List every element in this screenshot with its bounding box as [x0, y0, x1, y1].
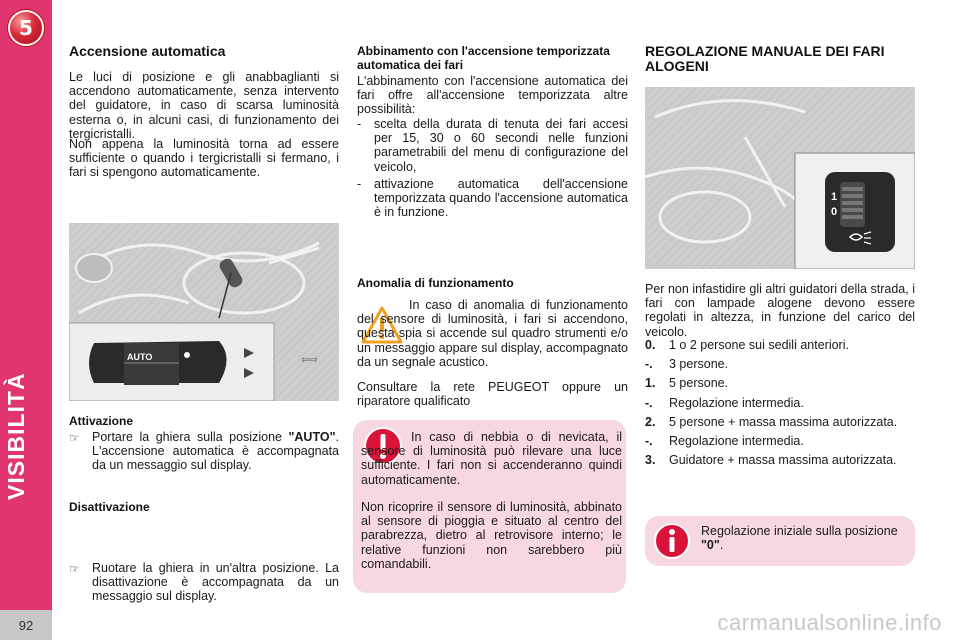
knob-label-1: 1 — [831, 191, 838, 203]
fog-warning-text: In caso di nebbia o di nevicata, il sensore di luminosità può rilevare una luce sufficiente. I fari non si accenderanno quindi automaticamente. — [361, 430, 622, 487]
follow-me-home-list — [357, 117, 628, 219]
automatic-lighting-para2: Non appena la luminosità torna ad essere sufficiente o quando i tergicristalli si fermano, i fari si spengono automaticamente. — [69, 137, 339, 180]
headlamp-adjustment-intro: Per non infastidire gli altri guidatori della strada, i fari con lampade alogene devono essere regolati in altezza, in funzione del carico del veicolo. — [645, 282, 915, 339]
list-item: 0. 1 o 2 persone sui sedili anteriori. — [645, 338, 849, 352]
pointing-hand-icon: ☞ — [69, 561, 80, 576]
follow-me-home-intro: L'abbinamento con l'accensione automatica dei fari offre all'accensione temporizzata altre possibilità: — [357, 74, 628, 117]
dashboard-illustration — [645, 87, 915, 269]
list-item: - attivazione automatica dell'accensione temporizzata quando l'accensione automatica è in funzione. — [357, 176, 628, 220]
list-item: 1. 5 persone. — [645, 376, 729, 391]
list-item: -. Regolazione intermedia. — [645, 434, 804, 449]
auto-position-label: AUTO — [127, 352, 153, 362]
stalk-figure — [69, 223, 339, 401]
activation-instruction: ☞ Portare la ghiera sulla posizione "AUTO". L'accensione automatica è accompagnata da un messaggio sul display. — [69, 430, 339, 473]
list-item: -. 3 persone. — [645, 357, 729, 372]
load-positions-list — [645, 338, 915, 469]
follow-me-home-title: Abbinamento con l'accensione temporizzata automatica dei fari — [357, 44, 610, 72]
automatic-lighting-para1: Le luci di posizione e gli anabbaglianti si accendono automaticamente, senza intervento del guidatore, in caso di scarsa luminosità esterna o, in alcuni casi, di funzionamento dei tergicristalli. — [69, 70, 339, 141]
headlamp-adjustment-title: REGOLAZIONE MANUALE DEI FARI ALOGENI — [645, 43, 885, 74]
column-automatic-lighting — [69, 0, 339, 604]
list-item: 3. Guidatore + massa massima autorizzata. — [645, 453, 897, 468]
steering-wheel-illustration — [69, 223, 339, 401]
section-title-vertical: VISIBILITÀ — [3, 372, 29, 500]
initial-setting-text: Regolazione iniziale sulla posizione "0". — [701, 524, 898, 553]
deactivation-instruction: ☞ Ruotare la ghiera in un'altra posizione. La disattivazione è accompagnata da un messaggio sul display. — [69, 560, 339, 604]
list-item: -. Regolazione intermedia. — [645, 395, 804, 410]
anomaly-title: Anomalia di funzionamento — [357, 276, 514, 290]
list-item: - scelta della durata di tenuta dei fari accesi per 15, 30 o 60 secondi nelle funzioni parametrabili del menu di configurazione del veicolo, — [357, 117, 628, 174]
anomaly-contact: Consultare la rete PEUGEOT oppure un riparatore qualificato — [357, 380, 628, 409]
sidebar — [0, 0, 52, 640]
headlamp-knob-figure — [645, 87, 915, 269]
list-item: 2. 5 persone + massa massima autorizzata. — [645, 414, 898, 429]
info-icon — [653, 522, 691, 560]
anomaly-text: In caso di anomalia di funzionamento del sensore di luminosità, i fari si accendono, questa spia si accende sul quadro strumenti e/o un messaggio appare sul display, accompagnato da un segnale acustico. — [357, 298, 628, 369]
deactivation-title: Disattivazione — [69, 500, 150, 514]
automatic-lighting-title: Accensione automatica — [69, 43, 226, 59]
page-number: 92 — [0, 610, 52, 640]
knob-label-0: 0 — [831, 206, 838, 218]
activation-title: Attivazione — [69, 414, 134, 428]
watermark: carmanualsonline.info — [717, 610, 942, 635]
chapter-badge — [8, 10, 44, 46]
svg-text:⇦⇨: ⇦⇨ — [301, 355, 318, 366]
pointing-hand-icon: ☞ — [69, 431, 80, 445]
sensor-warning-text: Non ricoprire il sensore di luminosità, abbinato al sensore di pioggia e situato al centro del parabrezza, dietro al retrovisore interno; le relative funzioni non sarebbero più comandabili. — [361, 500, 622, 571]
chapter-number: 5 — [19, 16, 33, 40]
